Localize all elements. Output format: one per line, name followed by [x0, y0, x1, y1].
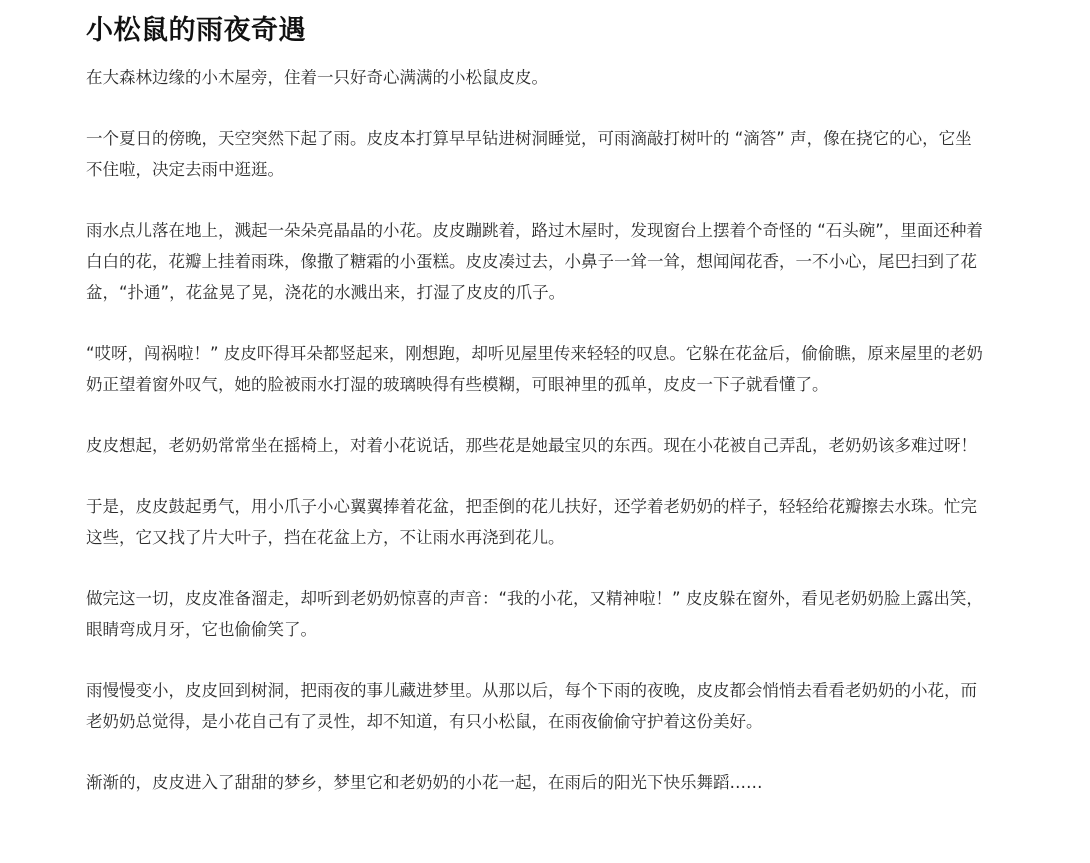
paragraph-1: 在大森林边缘的小木屋旁，住着一只好奇心满满的小松鼠皮皮。 — [86, 68, 548, 87]
paragraph-8: 雨慢慢变小，皮皮回到树洞，把雨夜的事儿藏进梦里。从那以后，每个下雨的夜晚，皮皮都会悄悄去看看老奶奶的小花，而老奶奶总觉得，是小花自己有了灵性，却不知道，有只小松鼠，在雨夜偷偷守护着这份美好。 — [86, 681, 977, 731]
article — [86, 0, 986, 798]
paragraph-4: “哎呀，闯祸啦！” 皮皮吓得耳朵都竖起来，刚想跑，却听见屋里传来轻轻的叹息。它躲在花盆后，偷偷瞧，原来屋里的老奶奶正望着窗外叹气，她的脸被雨水打湿的玻璃映得有些模糊，可眼神里的孤单，皮皮一下子就看懂了。 — [86, 344, 983, 394]
paragraph-5: 皮皮想起，老奶奶常常坐在摇椅上，对着小花说话，那些花是她最宝贝的东西。现在小花被自己弄乱，老奶奶该多难过呀！ — [86, 436, 977, 455]
paragraph-9: 渐渐的，皮皮进入了甜甜的梦乡，梦里它和老奶奶的小花一起，在雨后的阳光下快乐舞蹈…… — [86, 773, 763, 792]
paragraph-6: 于是，皮皮鼓起勇气，用小爪子小心翼翼捧着花盆，把歪倒的花儿扶好，还学着老奶奶的样子，轻轻给花瓣擦去水珠。忙完这些，它又找了片大叶子，挡在花盆上方，不让雨水再浇到花儿。 — [86, 497, 977, 547]
article-title: 小松鼠的雨夜奇遇 — [86, 15, 306, 46]
paragraph-7: 做完这一切，皮皮准备溜走，却听到老奶奶惊喜的声音：“我的小花，又精神啦！” 皮皮躲在窗外，看见老奶奶脸上露出笑，眼睛弯成月牙，它也偷偷笑了。 — [86, 589, 983, 639]
article-body — [86, 62, 986, 798]
paragraph-3: 雨水点儿落在地上，溅起一朵朵亮晶晶的小花。皮皮蹦跳着，路过木屋时，发现窗台上摆着个奇怪的 “石头碗”，里面还种着白白的花，花瓣上挂着雨珠，像撒了糖霜的小蛋糕。皮皮凑过去，小鼻子一耸一耸，想闻闻花香，一不小心，尾巴扫到了花盆，“扑通”，花盆晃了晃，浇花的水溅出来，打湿了皮皮的爪子。 — [86, 221, 983, 302]
paragraph-2: 一个夏日的傍晚，天空突然下起了雨。皮皮本打算早早钻进树洞睡觉，可雨滴敲打树叶的 “滴答” 声，像在挠它的心，它坐不住啦，决定去雨中逛逛。 — [86, 129, 972, 179]
